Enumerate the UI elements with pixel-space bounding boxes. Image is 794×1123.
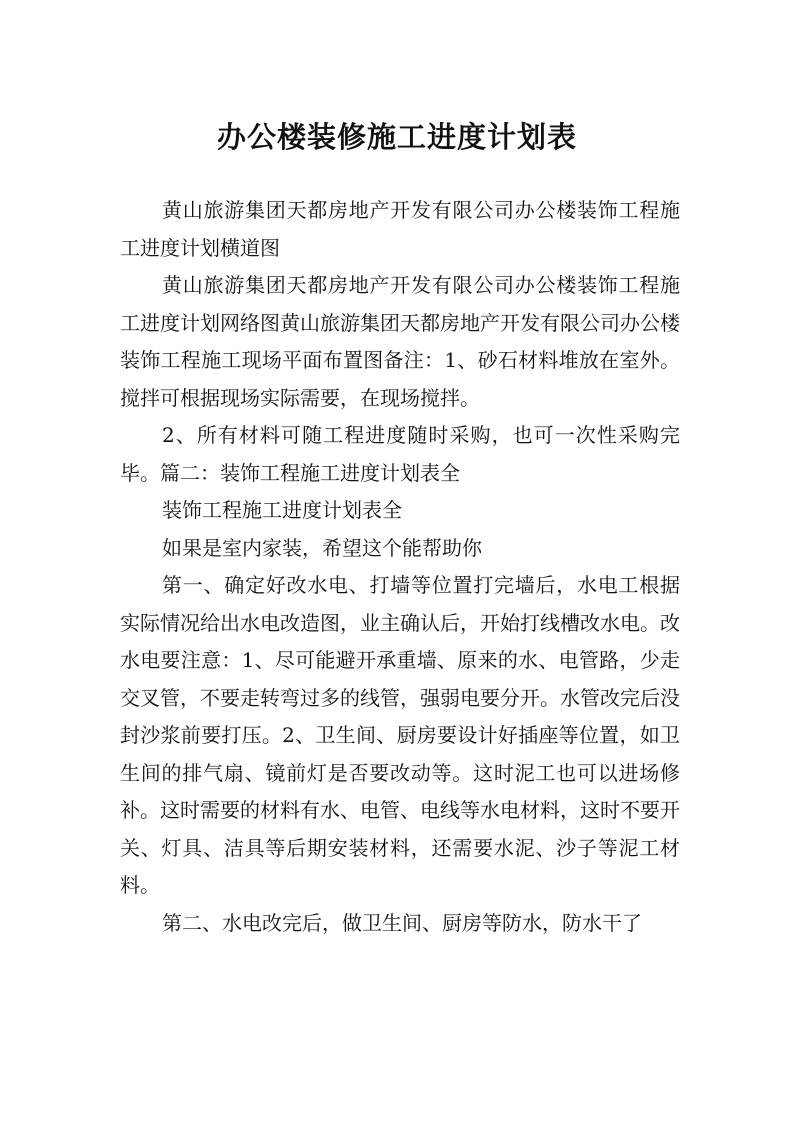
document-title: 办公楼装修施工进度计划表 bbox=[216, 120, 577, 155]
paragraph-7: 第二、水电改完后，做卫生间、厨房等防水，防水干了 bbox=[162, 910, 642, 935]
document-body bbox=[120, 192, 680, 942]
paragraph-5: 如果是室内家装，希望这个能帮助你 bbox=[162, 535, 482, 560]
paragraph-3: 2、所有材料可随工程进度随时采购，也可一次性采购完毕。篇二：装饰工程施工进度计划表全 bbox=[120, 423, 680, 485]
paragraph-1: 黄山旅游集团天都房地产开发有限公司办公楼装饰工程施工进度计划横道图 bbox=[120, 198, 680, 260]
paragraph-2: 黄山旅游集团天都房地产开发有限公司办公楼装饰工程施工进度计划网络图黄山旅游集团天都房地产开发有限公司办公楼装饰工程施工现场平面布置图备注：1、砂石材料堆放在室外。搅拌可根据现场实际需要，在现场搅拌。 bbox=[120, 273, 680, 410]
paragraph-4: 装饰工程施工进度计划表全 bbox=[162, 498, 402, 522]
paragraph-6: 第一、确定好改水电、打墙等位置打完墙后，水电工根据实际情况给出水电改造图，业主确认后，开始打线槽改水电。改水电要注意：1、尽可能避开承重墙、原来的水、电管路，少走交叉管，不要走转弯过多的线管，强弱电要分开。水管改完后没封沙浆前要打压。2、卫生间、厨房要设计好插座等位置，如卫生间的排气扇、镜前灯是否要改动等。这时泥工也可以进场修补。这时需要的材料有水、电管、电线等水电材料，这时不要开关、灯具、洁具等后期安装材料，还需要水泥、沙子等泥工材料。 bbox=[120, 573, 680, 897]
